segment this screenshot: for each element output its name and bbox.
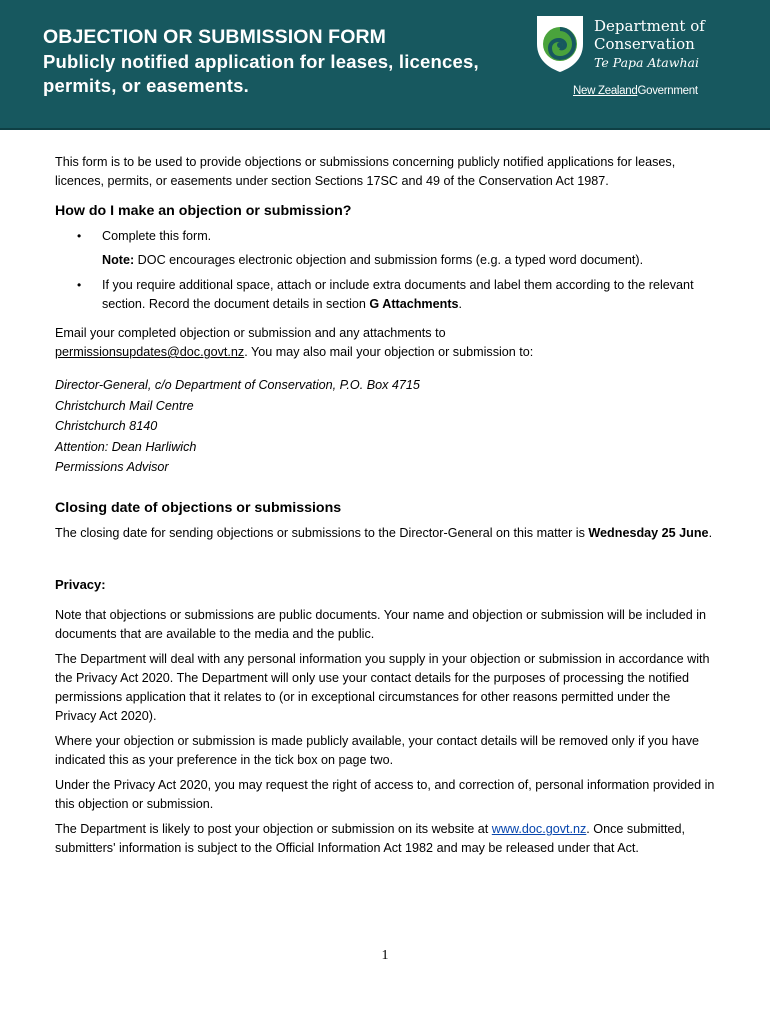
address-line: Director-General, c/o Department of Conservation, P.O. Box 4715 bbox=[55, 378, 420, 392]
privacy-paragraph-3: Where your objection or submission is made publicly available, your contact details will be removed only if you have indicated this as your preference in the tick box on page two. bbox=[55, 733, 699, 767]
dept-maori-name: Te Papa Atawhai bbox=[594, 55, 699, 70]
nz-government-logo bbox=[573, 85, 698, 97]
privacy-paragraph-5 bbox=[55, 820, 715, 858]
list-item bbox=[55, 227, 715, 270]
email-paragraph bbox=[55, 324, 715, 362]
list-item bbox=[55, 276, 715, 314]
privacy-paragraph-4: Under the Privacy Act 2020, you may request the right of access to, and correction of, personal information provided in this objection or submission. bbox=[55, 777, 715, 811]
email-line1: Email your completed objection or submission and any attachments to bbox=[55, 326, 446, 340]
p5-start: The Department is likely to post your objection or submission on its website at bbox=[55, 821, 492, 836]
privacy-heading: Privacy: bbox=[55, 576, 106, 592]
page-number: 1 bbox=[381, 948, 389, 963]
header-banner bbox=[0, 0, 770, 130]
gov-text: Government bbox=[637, 85, 698, 97]
mailing-address bbox=[55, 375, 715, 478]
note-label: Note: bbox=[102, 253, 135, 267]
form-subtitle: Publicly notified application for leases, licences, permits, or easements. bbox=[43, 51, 479, 96]
dept-line2: Conservation bbox=[594, 35, 695, 53]
privacy-paragraph-1: Note that objections or submissions are public documents. Your name and objection or submission will be included in documents that are available to the media and the public. bbox=[55, 607, 707, 641]
closing-date: Wednesday 25 June bbox=[588, 525, 709, 540]
form-title: OBJECTION OR SUBMISSION FORM bbox=[43, 26, 386, 48]
closing-paragraph bbox=[55, 524, 715, 543]
address-line: Permissions Advisor bbox=[55, 460, 169, 475]
doc-website-link[interactable]: www.doc.govt.nz bbox=[491, 821, 587, 836]
bullet2-text: If you require additional space, attach or include extra documents and label them according to the relevant section. Record the document details in section bbox=[102, 278, 694, 311]
intro-paragraph: This form is to be used to provide objections or submissions concerning publicly notified applications for leases, licences, permits, or easements under section Sections 17SC and 49 of the Conservation Act 1987. bbox=[55, 155, 676, 188]
how-heading: How do I make an objection or submission? bbox=[55, 203, 352, 219]
closing-heading: Closing date of objections or submissions bbox=[55, 499, 342, 516]
address-line: Attention: Dean Harliwich bbox=[55, 439, 197, 454]
p5-end: . Once submitted, submitters' information is subject to the Official Information Act 1982 and may be released under that Act. bbox=[55, 821, 685, 855]
email-line2: . You may also mail your objection or submission to: bbox=[244, 345, 534, 359]
doc-logo-icon bbox=[535, 14, 585, 74]
email-address-link[interactable]: permissionsupdates@doc.govt.nz bbox=[55, 345, 245, 359]
privacy-paragraph-2: The Department will deal with any personal information you supply in your objection or submission in accordance with the Privacy Act 2020. The Department will only use your contact details for the purposes of processing the notified permissions application that it relates to (or in exceptional circumstances for other reasons permitted under the Privacy Act 2020). bbox=[55, 651, 710, 723]
closing-end: . bbox=[708, 525, 713, 540]
department-name bbox=[594, 17, 705, 73]
bullet2-end: . bbox=[458, 297, 463, 311]
note-paragraph bbox=[102, 251, 715, 270]
dept-line1: Department of bbox=[594, 17, 705, 35]
address-line: Christchurch Mail Centre bbox=[55, 398, 194, 413]
bullet2-bold: G Attachments bbox=[369, 297, 459, 311]
address-line: Christchurch 8140 bbox=[55, 419, 158, 434]
page-content bbox=[55, 153, 715, 864]
closing-text: The closing date for sending objections or submissions to the Director-General on this matter is bbox=[55, 525, 589, 540]
nz-text: New Zealand bbox=[573, 85, 638, 97]
note-text: DOC encourages electronic objection and submission forms (e.g. a typed word document). bbox=[134, 253, 644, 267]
bullet1-text: Complete this form. bbox=[102, 229, 212, 243]
instruction-list bbox=[55, 227, 715, 314]
